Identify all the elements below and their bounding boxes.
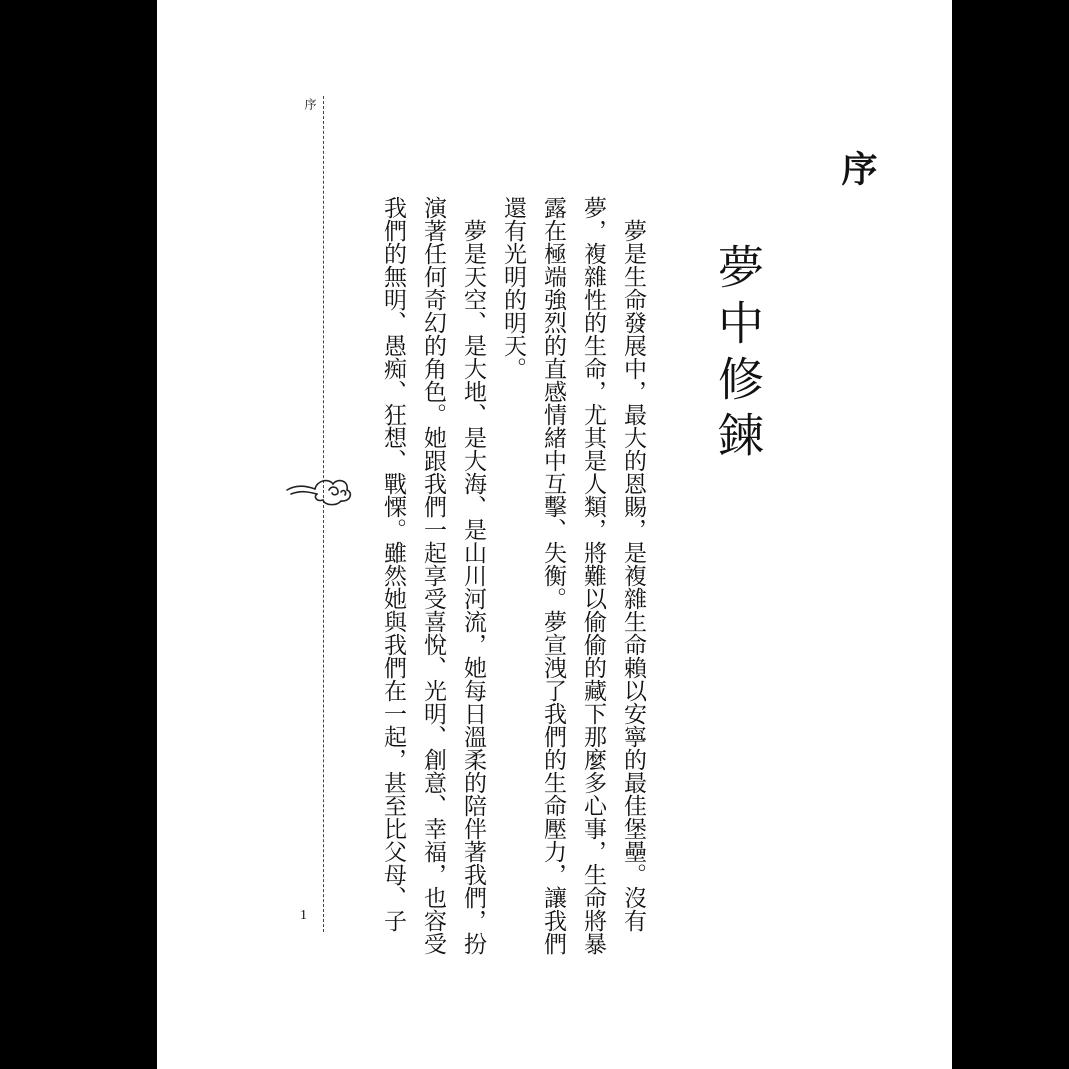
page-number: 1 [300, 908, 307, 923]
body-text [373, 196, 653, 956]
margin-rule [323, 96, 324, 932]
section-title: 序 [836, 150, 878, 186]
paragraph-1: 夢是生命發展中，最大的恩賜，是複雜生命賴以安寧的最佳堡壘。沒有夢，複雜性的生命，尤其是人類，將難以偷偷的藏下那麼多心事，生命將暴露在極端強烈的直感情緒中互擊、失衡。夢宣洩了我們的生命壓力，讓我們還有光明的明天。 [500, 196, 646, 955]
paragraph-2: 夢是天空、是大地、是大海、是山川河流，她每日溫柔的陪伴著我們，扮演著任何奇幻的角色。她跟我們一起享受喜悅、光明、創意、幸福，也容受我們的無明、愚痴、狂想、戰慄。雖然她與我們在一起，甚至比父母、子 [380, 196, 486, 955]
cloud-ornament-icon [283, 470, 355, 510]
chapter-title: 夢中修鍊 [711, 243, 765, 467]
book-page [157, 0, 952, 1069]
running-head: 序 [303, 98, 317, 110]
